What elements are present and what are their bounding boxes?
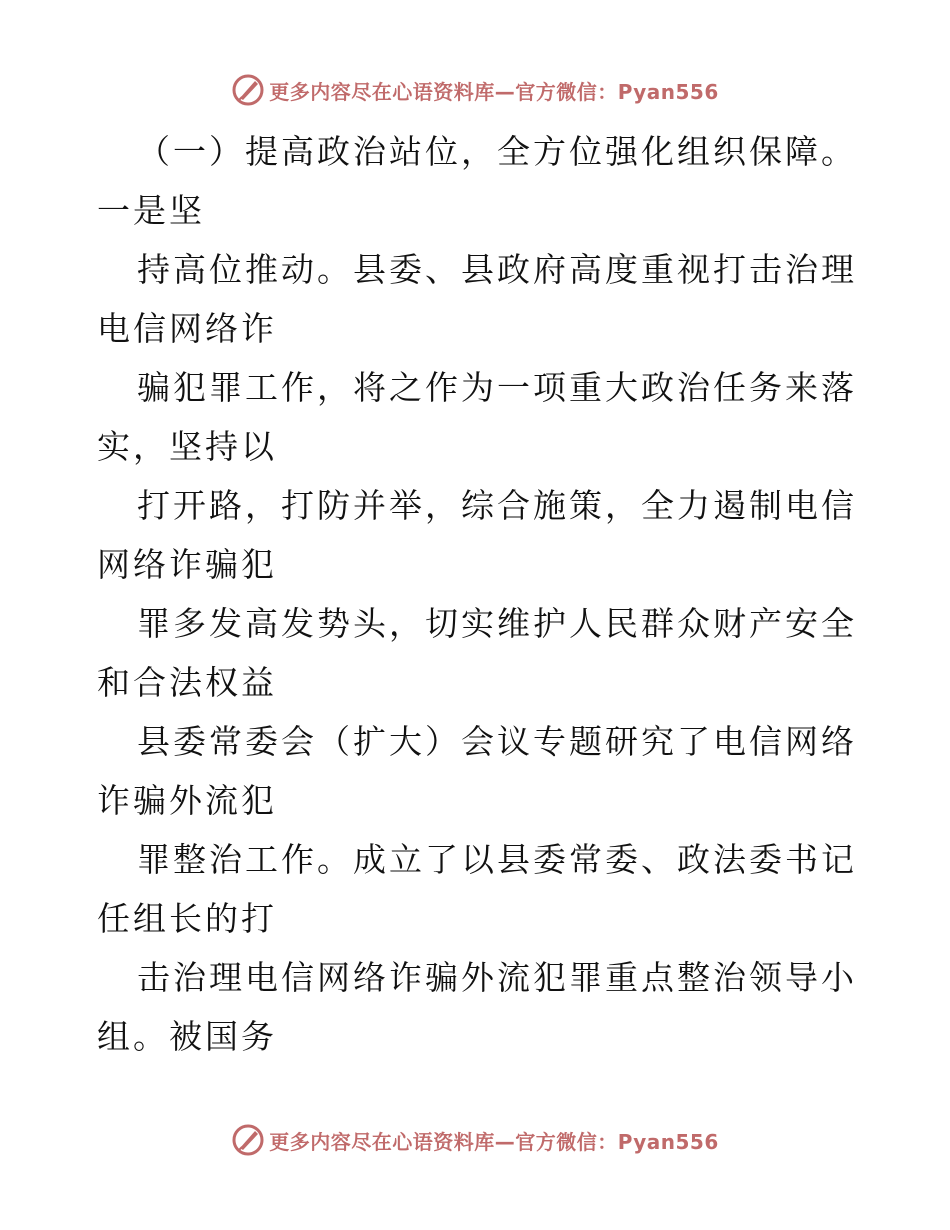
watermark-text: 更多内容尽在心语资料库—官方微信：Pyan556: [269, 1129, 719, 1154]
paragraph: 打开路，打防并举，综合施策，全力遏制电信网络诈骗犯: [97, 486, 857, 584]
paragraph: 击治理电信网络诈骗外流犯罪重点整治领导小组。被国务: [97, 958, 857, 1056]
header-watermark: [0, 70, 950, 110]
paragraph: 骗犯罪工作，将之作为一项重大政治任务来落实，坚持以: [97, 368, 857, 466]
quill-logo-icon: [231, 73, 265, 107]
watermark-text: 更多内容尽在心语资料库—官方微信：Pyan556: [269, 79, 719, 104]
quill-logo-icon: [231, 1123, 265, 1157]
paragraph: 县委常委会（扩大）会议专题研究了电信网络诈骗外流犯: [97, 722, 857, 820]
footer-watermark: [0, 1120, 950, 1160]
paragraph: （一）提高政治站位，全方位强化组织保障。一是坚: [97, 132, 857, 230]
paragraph: 持高位推动。县委、县政府高度重视打击治理电信网络诈: [97, 250, 857, 348]
document-body: [97, 122, 857, 1066]
paragraph: 罪多发高发势头，切实维护人民群众财产安全和合法权益: [97, 604, 857, 702]
paragraph: 罪整治工作。成立了以县委常委、政法委书记任组长的打: [97, 840, 857, 938]
